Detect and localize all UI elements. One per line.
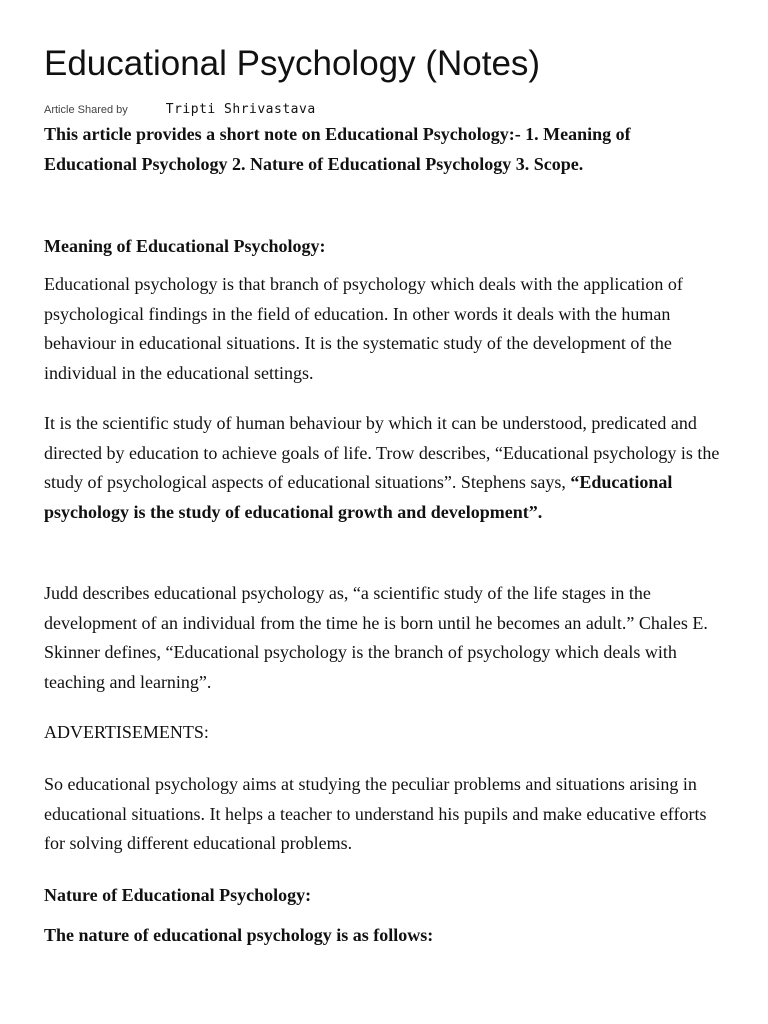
section-heading-nature: Nature of Educational Psychology: <box>44 885 312 905</box>
stephens-quote: “Educational psychology is the study of educational growth and development”. <box>44 472 673 522</box>
paragraph-meaning-2 <box>44 409 724 527</box>
paragraph-text: It is the scientific study of human behaviour by which it can be understood, predicated and directed by education to achieve goals of life. Trow describes, “Educational psychology is the study of psychological aspects of educational situations”. Stephens says, <box>44 413 720 492</box>
paragraph-meaning-1: Educational psychology is that branch of psychology which deals with the application of psychological findings in the field of education. In other words it deals with the human behaviour in educational situations. It is the systematic study of the development of the individual in the educational settings. <box>44 274 683 383</box>
nature-intro: The nature of educational psychology is as follows: <box>44 925 434 945</box>
byline <box>44 100 316 118</box>
advertisements-label: ADVERTISEMENTS: <box>44 722 209 742</box>
author-name[interactable]: Tripti Shrivastava <box>165 102 316 117</box>
paragraph-meaning-4: So educational psychology aims at studying the peculiar problems and situations arising in educational situations. It helps a teacher to understand his pupils and make educative efforts for solving different educational problems. <box>44 774 707 853</box>
article-title: Educational Psychology (Notes) <box>44 44 541 83</box>
section-heading-meaning: Meaning of Educational Psychology: <box>44 236 326 256</box>
lead-paragraph: This article provides a short note on Educational Psychology:- 1. Meaning of Educational Psychology 2. Nature of Educational Psychology 3. Scope. <box>44 124 631 174</box>
paragraph-meaning-3: Judd describes educational psychology as, “a scientific study of the life stages in the development of an individual from the time he is born until he becomes an adult.” Chales E. Skinner defines, “Educational psychology is the branch of psychology which deals with teaching and learning”. <box>44 583 708 692</box>
byline-label: Article Shared by <box>44 104 128 116</box>
